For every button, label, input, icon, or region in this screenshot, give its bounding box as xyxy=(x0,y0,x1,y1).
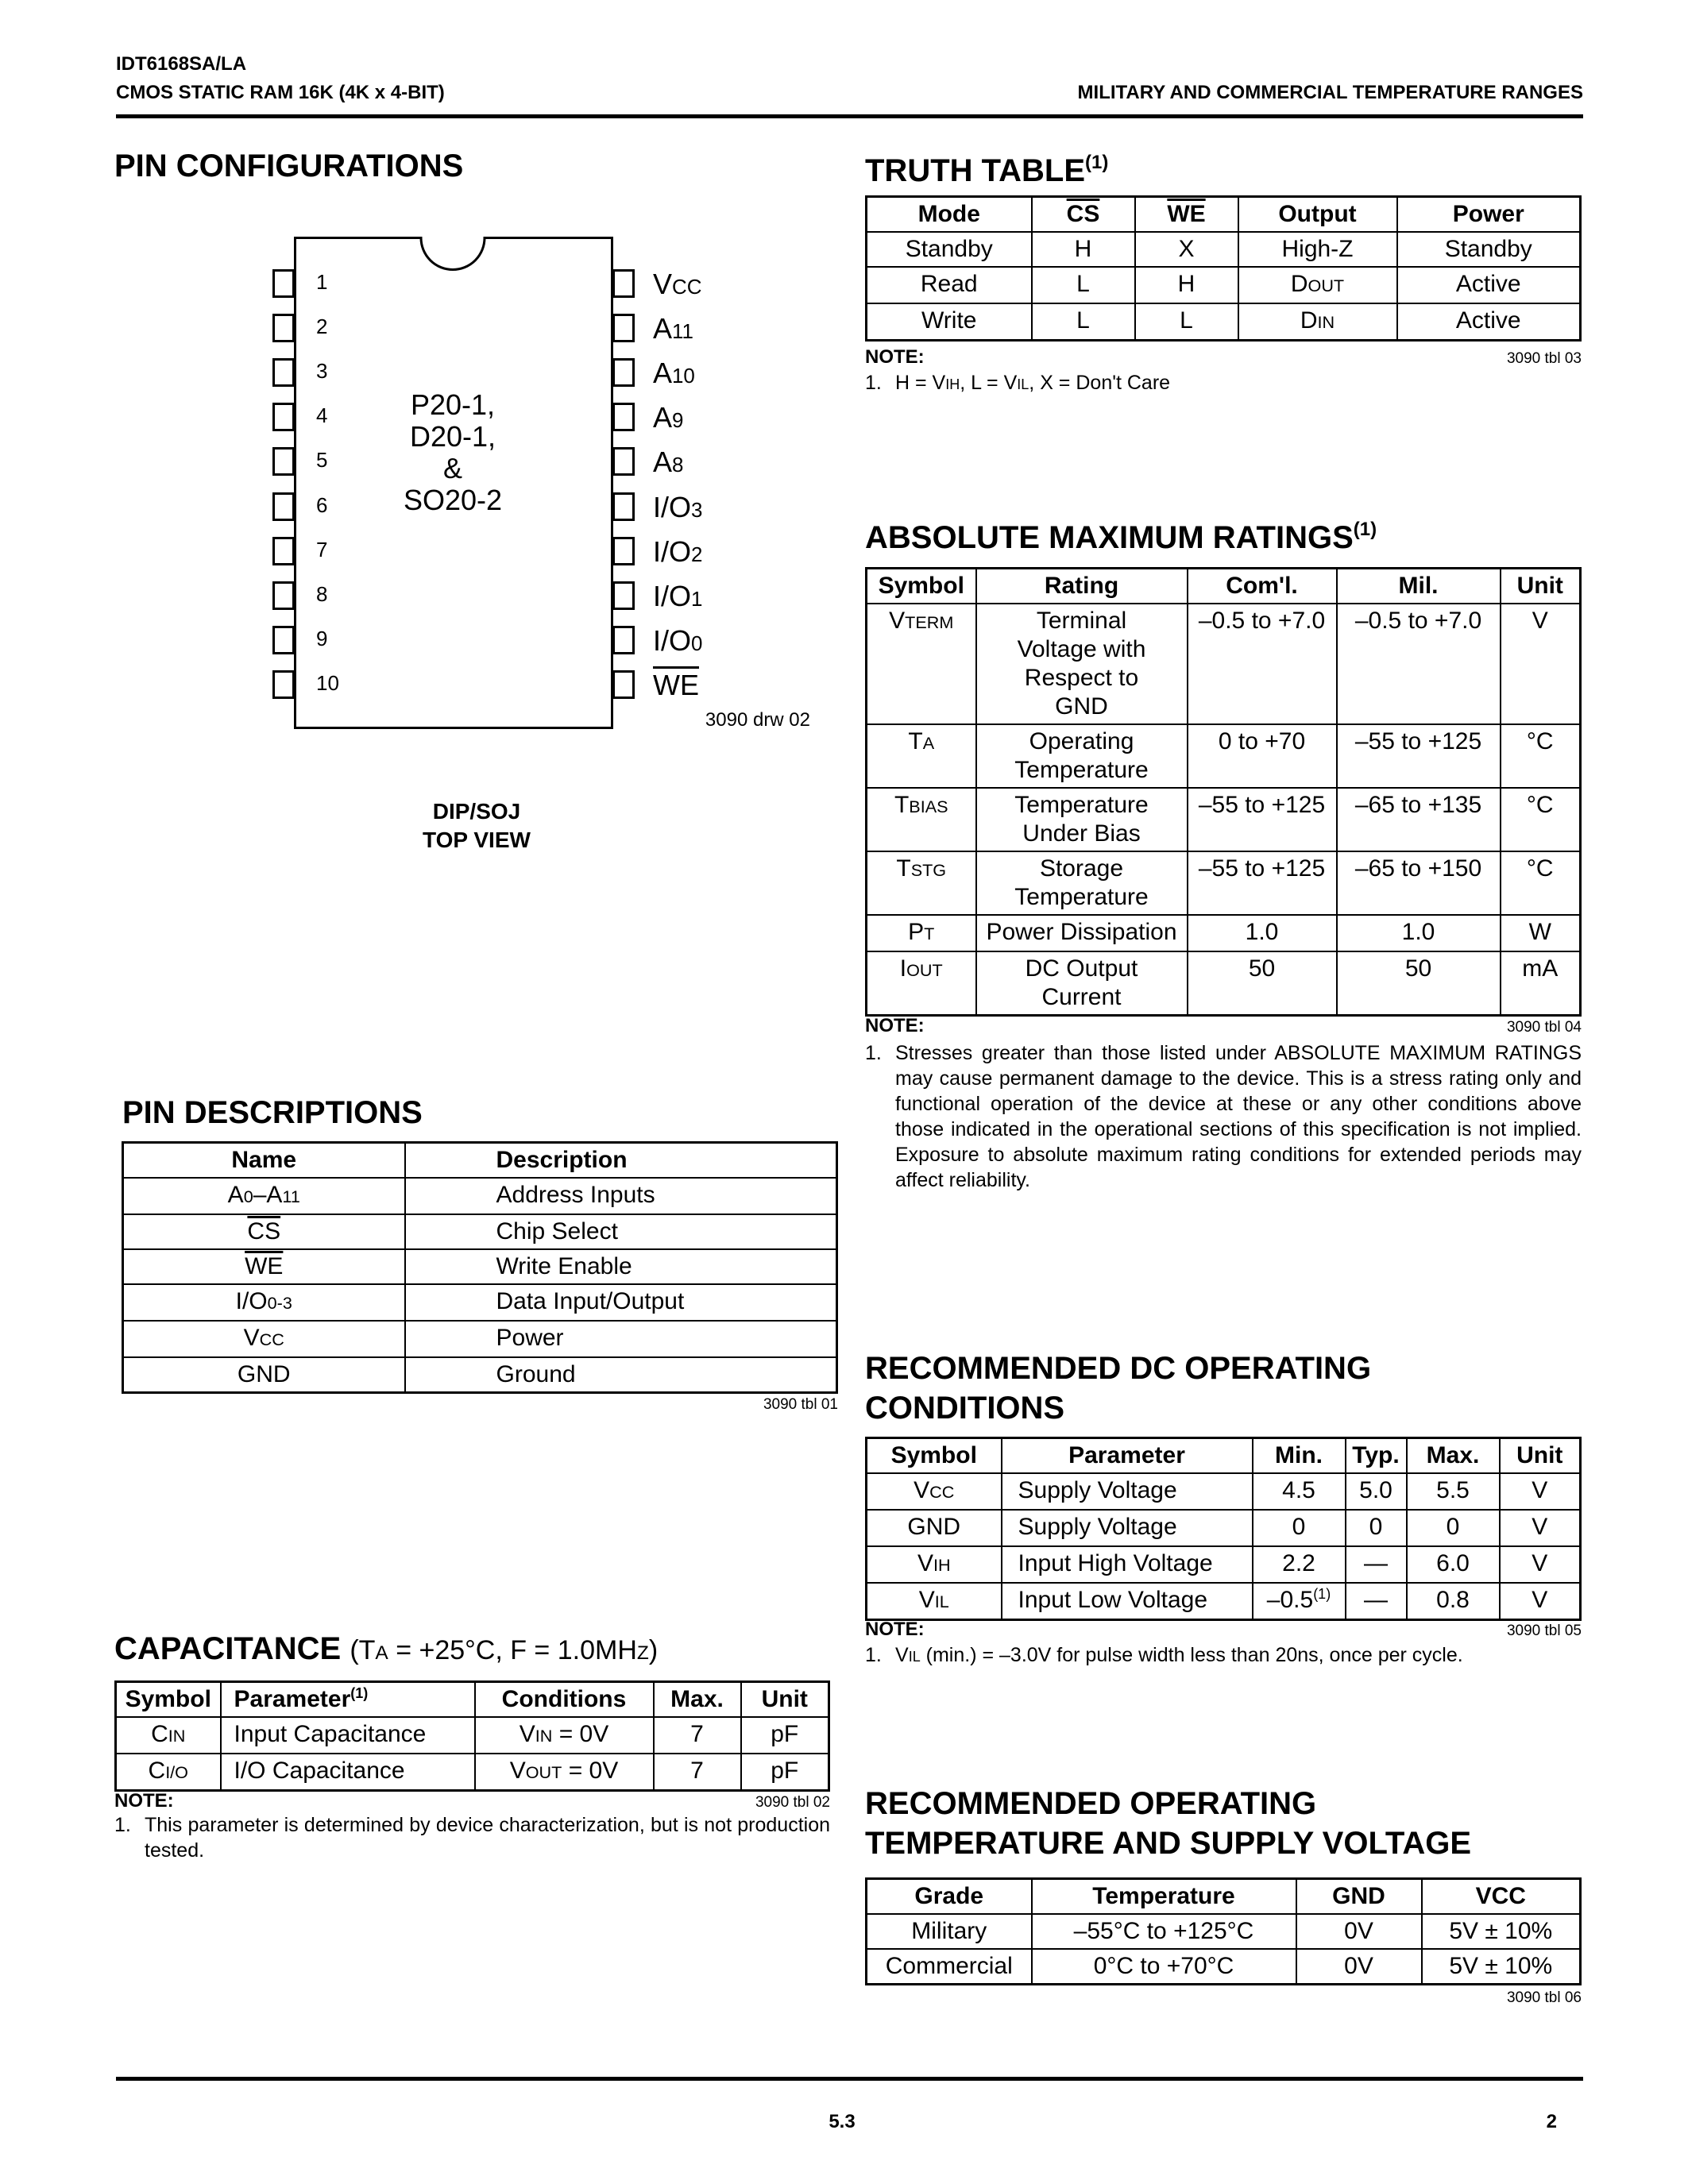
header-we: $\overline{WE}$ xyxy=(1135,197,1238,233)
pin-descriptions-table xyxy=(122,1141,838,1394)
dc-conditions-title: RECOMMENDED DC OPERATING CONDITIONS xyxy=(865,1351,1372,1426)
header-vcc: VCC xyxy=(1422,1879,1581,1915)
header-subtitle: CMOS STATIC RAM 16K (4K x 4-BIT) xyxy=(116,82,445,103)
table-row xyxy=(867,1914,1581,1949)
table-row xyxy=(867,1949,1581,1985)
coml-value: 50 xyxy=(1188,951,1337,1016)
table-row xyxy=(867,724,1581,788)
unit: pF xyxy=(741,1754,829,1791)
symbol: VCC xyxy=(867,1473,1002,1510)
symbol: VIH xyxy=(867,1546,1002,1583)
mode: Standby xyxy=(867,232,1032,267)
pin-box xyxy=(612,269,635,298)
cs-value: L xyxy=(1032,303,1135,341)
header-unit: Unit xyxy=(741,1682,829,1718)
parameter: Input Capacitance xyxy=(221,1717,475,1754)
pin-box xyxy=(272,447,295,476)
rating: Storage Temperature xyxy=(976,851,1188,915)
max: 7 xyxy=(654,1754,741,1791)
max: 7 xyxy=(654,1717,741,1754)
header-power: Power xyxy=(1397,197,1581,233)
pin-name: $\overline{WE}$ xyxy=(123,1249,405,1284)
footer-page-number: 2 xyxy=(1546,2111,1557,2132)
symbol: TBIAS xyxy=(867,788,976,851)
pin-name: $\overline{CS}$ xyxy=(123,1214,405,1249)
pin-box xyxy=(272,492,295,521)
pin-number: 3 xyxy=(316,359,328,383)
pin-config-title: PIN CONFIGURATIONS xyxy=(114,149,464,183)
header-rule xyxy=(116,114,1583,118)
capacitance-ref: 3090 tbl 02 xyxy=(755,1794,830,1811)
pin-box xyxy=(612,581,635,610)
rating: Power Dissipation xyxy=(976,915,1188,951)
abs-max-table xyxy=(865,567,1582,1017)
table-row xyxy=(116,1717,829,1754)
mil-value: –55 to +125 xyxy=(1337,724,1501,788)
header-temperature: Temperature xyxy=(1032,1879,1296,1915)
truth-table-ref: 3090 tbl 03 xyxy=(1506,350,1582,367)
power-value: Active xyxy=(1397,267,1581,303)
rating: Operating Temperature xyxy=(976,724,1188,788)
pin-number: 6 xyxy=(316,493,328,517)
min: 0 xyxy=(1253,1510,1346,1546)
pin-box xyxy=(612,358,635,387)
drawing-ref: 3090 drw 02 xyxy=(705,709,810,731)
unit: V xyxy=(1501,604,1581,724)
unit: V xyxy=(1500,1546,1581,1583)
pin-box xyxy=(272,403,295,431)
table-row xyxy=(867,1473,1581,1510)
truth-table-note-label: NOTE: xyxy=(865,346,925,368)
typ: — xyxy=(1346,1583,1407,1620)
cs-value: L xyxy=(1032,267,1135,303)
mode: Write xyxy=(867,303,1032,341)
symbol: CI/O xyxy=(116,1754,221,1791)
pin-number: 4 xyxy=(316,403,328,427)
package-view-caption: DIP/SOJ TOP VIEW xyxy=(423,799,531,852)
pin-box xyxy=(272,626,295,654)
capacitance-conditions: (TA = +25°C, F = 1.0MHZ) xyxy=(350,1635,659,1665)
pin-name: A0–A11 xyxy=(123,1178,405,1214)
output-value: DIN xyxy=(1238,303,1397,341)
dc-conditions-note: 1. VIL (min.) = –3.0V for pulse width less than 20ns, once per cycle. xyxy=(865,1644,1463,1666)
power-value: Active xyxy=(1397,303,1581,341)
header-rating: Rating xyxy=(976,569,1188,604)
output-value: High-Z xyxy=(1238,232,1397,267)
pin-descriptions-title: PIN DESCRIPTIONS xyxy=(122,1095,423,1130)
rating: Terminal Voltage with Respect to GND xyxy=(976,604,1188,724)
table-row xyxy=(867,788,1581,851)
pin-name: GND xyxy=(123,1357,405,1393)
pin-box xyxy=(612,626,635,654)
vcc: 5V ± 10% xyxy=(1422,1914,1581,1949)
mode: Read xyxy=(867,267,1032,303)
min: –0.5$^{(1)}$ xyxy=(1253,1583,1346,1620)
pin-number: 1 xyxy=(316,270,328,294)
temp-supply-ref: 3090 tbl 06 xyxy=(1506,1989,1582,2006)
header-range: MILITARY AND COMMERCIAL TEMPERATURE RANGES xyxy=(1077,82,1583,103)
header-max: Max. xyxy=(1407,1438,1500,1474)
table-row xyxy=(867,915,1581,951)
table-row xyxy=(116,1754,829,1791)
abs-max-note: 1. Stresses greater than those listed under ABSOLUTE MAXIMUM RATINGS may cause permanent damage to the device. This is a stress rating only and functional operation of the device at these or any other conditions above those indicated in the operational sections of this specification is not implied. Exposure to absolute maximum rating conditions for extended periods may affect reliability. xyxy=(865,1042,1582,1191)
table-row xyxy=(867,303,1581,341)
truth-table-title: TRUTH TABLE$^{(1)}$ xyxy=(865,152,1109,188)
pin-box xyxy=(272,358,295,387)
symbol: TA xyxy=(867,724,976,788)
header-coml: Com'l. xyxy=(1188,569,1337,604)
package-label: P20-1, D20-1, & SO20-2 xyxy=(403,388,503,516)
dc-conditions-ref: 3090 tbl 05 xyxy=(1506,1623,1582,1639)
header-symbol: Symbol xyxy=(867,569,976,604)
footer-section: 5.3 xyxy=(829,2111,856,2132)
output-value: DOUT xyxy=(1238,267,1397,303)
table-row xyxy=(867,1510,1581,1546)
header-conditions: Conditions xyxy=(475,1682,654,1718)
pin-box xyxy=(272,537,295,565)
grade: Commercial xyxy=(867,1949,1032,1985)
unit: mA xyxy=(1501,951,1581,1016)
unit: °C xyxy=(1501,788,1581,851)
table-row xyxy=(867,1583,1581,1620)
unit: °C xyxy=(1501,851,1581,915)
mil-value: –65 to +150 xyxy=(1337,851,1501,915)
pin-box xyxy=(612,492,635,521)
coml-value: –0.5 to +7.0 xyxy=(1188,604,1337,724)
grade: Military xyxy=(867,1914,1032,1949)
symbol: PT xyxy=(867,915,976,951)
vcc: 5V ± 10% xyxy=(1422,1949,1581,1985)
max: 0.8 xyxy=(1407,1583,1500,1620)
header-description: Description xyxy=(405,1143,837,1179)
parameter: I/O Capacitance xyxy=(221,1754,475,1791)
capacitance-note-label: NOTE: xyxy=(114,1790,174,1812)
we-value: H xyxy=(1135,267,1238,303)
gnd: 0V xyxy=(1296,1949,1422,1985)
pin-label-a11: A11 xyxy=(653,312,693,345)
symbol: VIL xyxy=(867,1583,1002,1620)
footer-rule xyxy=(116,2077,1583,2081)
table-row xyxy=(867,232,1581,267)
symbol: TSTG xyxy=(867,851,976,915)
pin-descriptions-ref: 3090 tbl 01 xyxy=(763,1396,838,1413)
pin-label-io2: I/O2 xyxy=(653,535,703,568)
table-row xyxy=(123,1321,837,1357)
pin-box xyxy=(612,447,635,476)
capacitance-title: CAPACITANCE (TA = +25°C, F = 1.0MHZ) xyxy=(114,1631,659,1666)
header-mode: Mode xyxy=(867,197,1032,233)
pin-description: Chip Select xyxy=(405,1214,837,1249)
abs-max-title: ABSOLUTE MAXIMUM RATINGS$^{(1)}$ xyxy=(865,519,1377,555)
abs-max-note-label: NOTE: xyxy=(865,1015,925,1036)
dc-conditions-note-label: NOTE: xyxy=(865,1619,925,1640)
typ: 5.0 xyxy=(1346,1473,1407,1510)
table-row xyxy=(867,851,1581,915)
table-row xyxy=(867,1546,1581,1583)
pin-description: Ground xyxy=(405,1357,837,1393)
rating: Temperature Under Bias xyxy=(976,788,1188,851)
unit: °C xyxy=(1501,724,1581,788)
pin-box xyxy=(612,403,635,431)
pin-description: Write Enable xyxy=(405,1249,837,1284)
pin-number: 2 xyxy=(316,314,328,338)
pin-box xyxy=(612,314,635,342)
mil-value: 50 xyxy=(1337,951,1501,1016)
parameter: Supply Voltage xyxy=(1002,1510,1253,1546)
min: 4.5 xyxy=(1253,1473,1346,1510)
table-row xyxy=(867,604,1581,724)
pin-label-we: $\overline{WE}$ xyxy=(653,669,699,701)
pin-label-a9: A9 xyxy=(653,401,684,434)
pin-description: Address Inputs xyxy=(405,1178,837,1214)
coml-value: 0 to +70 xyxy=(1188,724,1337,788)
table-row xyxy=(123,1178,837,1214)
header-unit: Unit xyxy=(1500,1438,1581,1474)
abs-max-ref: 3090 tbl 04 xyxy=(1506,1019,1582,1036)
pin-label-a10: A10 xyxy=(653,357,695,389)
mil-value: –0.5 to +7.0 xyxy=(1337,604,1501,724)
pin-description: Data Input/Output xyxy=(405,1284,837,1321)
we-value: L xyxy=(1135,303,1238,341)
min: 2.2 xyxy=(1253,1546,1346,1583)
coml-value: 1.0 xyxy=(1188,915,1337,951)
temperature: 0°C to +70°C xyxy=(1032,1949,1296,1985)
pin-label-io1: I/O1 xyxy=(653,580,703,612)
we-value: X xyxy=(1135,232,1238,267)
header-output: Output xyxy=(1238,197,1397,233)
unit: V xyxy=(1500,1583,1581,1620)
table-row xyxy=(123,1249,837,1284)
pin-label-io3: I/O3 xyxy=(653,491,703,523)
gnd: 0V xyxy=(1296,1914,1422,1949)
mil-value: –65 to +135 xyxy=(1337,788,1501,851)
pin-number: 5 xyxy=(316,448,328,472)
truth-table xyxy=(865,195,1582,341)
unit: V xyxy=(1500,1510,1581,1546)
header-symbol: Symbol xyxy=(116,1682,221,1718)
condition: VIN = 0V xyxy=(475,1717,654,1754)
typ: — xyxy=(1346,1546,1407,1583)
condition: VOUT = 0V xyxy=(475,1754,654,1791)
pin-name: VCC xyxy=(123,1321,405,1357)
table-row xyxy=(123,1357,837,1393)
pin-number: 8 xyxy=(316,582,328,606)
header-parameter: Parameter$^{(1)}$ xyxy=(221,1682,475,1718)
pin-description: Power xyxy=(405,1321,837,1357)
unit: pF xyxy=(741,1717,829,1754)
pin-box xyxy=(272,670,295,699)
coml-value: –55 to +125 xyxy=(1188,851,1337,915)
table-row xyxy=(123,1284,837,1321)
header-cs: $\overline{CS}$ xyxy=(1032,197,1135,233)
table-row xyxy=(867,951,1581,1016)
truth-table-note: 1. H = VIH, L = VIL, X = Don't Care xyxy=(865,372,1171,394)
pin-box xyxy=(272,269,295,298)
max: 5.5 xyxy=(1407,1473,1500,1510)
dc-conditions-table xyxy=(865,1437,1582,1621)
capacitance-note: 1. This parameter is determined by device characterization, but is not production tested. xyxy=(114,1814,830,1862)
pin-label-a8: A8 xyxy=(653,446,684,478)
symbol: IOUT xyxy=(867,951,976,1016)
rating: DC Output Current xyxy=(976,951,1188,1016)
pin-number: 7 xyxy=(316,538,328,561)
header-symbol: Symbol xyxy=(867,1438,1002,1474)
header-max: Max. xyxy=(654,1682,741,1718)
pin-box xyxy=(272,314,295,342)
coml-value: –55 to +125 xyxy=(1188,788,1337,851)
max: 0 xyxy=(1407,1510,1500,1546)
pin-name: I/O0-3 xyxy=(123,1284,405,1321)
symbol: GND xyxy=(867,1510,1002,1546)
header-name: Name xyxy=(123,1143,405,1179)
unit: W xyxy=(1501,915,1581,951)
symbol: VTERM xyxy=(867,604,976,724)
pin-label-io0: I/O0 xyxy=(653,624,703,657)
header-parameter: Parameter xyxy=(1002,1438,1253,1474)
header-gnd: GND xyxy=(1296,1879,1422,1915)
header-part-number: IDT6168SA/LA xyxy=(116,53,247,75)
temperature: –55°C to +125°C xyxy=(1032,1914,1296,1949)
max: 6.0 xyxy=(1407,1546,1500,1583)
temp-supply-table xyxy=(865,1877,1582,1985)
pin-box xyxy=(612,670,635,699)
parameter: Supply Voltage xyxy=(1002,1473,1253,1510)
table-row xyxy=(123,1214,837,1249)
pin-box xyxy=(612,537,635,565)
header-mil: Mil. xyxy=(1337,569,1501,604)
pin-number: 9 xyxy=(316,627,328,650)
temp-supply-title: RECOMMENDED OPERATING TEMPERATURE AND SUPPLY VOLTAGE xyxy=(865,1786,1472,1861)
header-grade: Grade xyxy=(867,1879,1032,1915)
table-row xyxy=(867,267,1581,303)
mil-value: 1.0 xyxy=(1337,915,1501,951)
symbol: CIN xyxy=(116,1717,221,1754)
header-unit: Unit xyxy=(1501,569,1581,604)
parameter: Input High Voltage xyxy=(1002,1546,1253,1583)
typ: 0 xyxy=(1346,1510,1407,1546)
header-min: Min. xyxy=(1253,1438,1346,1474)
unit: V xyxy=(1500,1473,1581,1510)
cs-value: H xyxy=(1032,232,1135,267)
power-value: Standby xyxy=(1397,232,1581,267)
pin-box xyxy=(272,581,295,610)
pin-label-vcc: VCC xyxy=(653,268,702,300)
pin-number: 10 xyxy=(316,671,339,695)
header-typ: Typ. xyxy=(1346,1438,1407,1474)
capacitance-table xyxy=(114,1680,830,1792)
parameter: Input Low Voltage xyxy=(1002,1583,1253,1620)
